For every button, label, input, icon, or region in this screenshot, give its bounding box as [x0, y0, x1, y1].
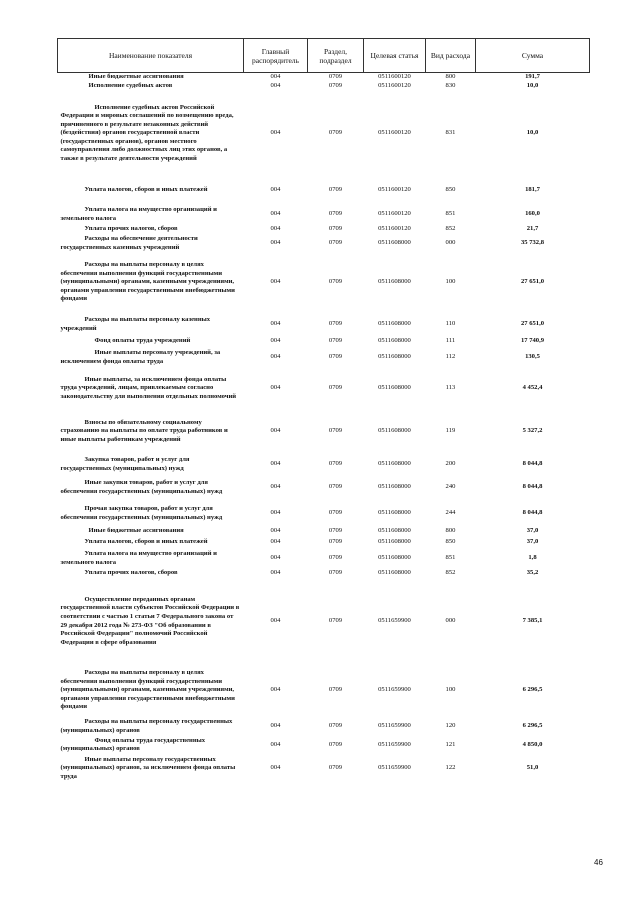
row-sum: 1,8 [528, 554, 537, 562]
row-type: 000 [445, 239, 456, 247]
row-type: 852 [445, 569, 456, 577]
row-name: Расходы на обеспечение деятельности государственных казенных учреждений [60, 235, 198, 251]
row-target: 0511608000 [378, 384, 411, 392]
row-target: 0511600120 [378, 225, 411, 233]
row-type: 000 [445, 617, 456, 625]
row-section: 0709 [328, 278, 343, 286]
row-section: 0709 [328, 617, 343, 625]
table-row [58, 665, 590, 717]
row-target: 0511608000 [378, 278, 411, 286]
row-type: 100 [445, 686, 456, 694]
table-body [58, 73, 590, 784]
row-target: 0511608000 [378, 353, 411, 361]
row-sum: 8 044,8 [522, 460, 543, 468]
row-type: 240 [445, 483, 456, 491]
row-sum: 51,0 [526, 764, 539, 772]
row-section: 0709 [328, 569, 343, 577]
table-row [58, 337, 590, 347]
row-name: Расходы на выплаты персоналу государственных (муниципальных) органов [60, 718, 233, 734]
row-target: 0511659900 [378, 686, 411, 694]
row-sum: 130,5 [525, 353, 540, 361]
row-target: 0511608000 [378, 538, 411, 546]
row-admin: 004 [270, 427, 281, 435]
row-type: 800 [445, 73, 456, 80]
row-target: 0511600120 [378, 81, 411, 89]
row-admin: 004 [270, 686, 281, 694]
row-name: Иные закупки товаров, работ и услуг для обеспечения государственных (муниципальных) нужд [60, 479, 223, 495]
budget-table [57, 38, 590, 784]
row-target: 0511659900 [378, 740, 411, 748]
row-section: 0709 [328, 81, 343, 89]
row-admin: 004 [270, 210, 281, 218]
header-sum: Сумма [476, 39, 590, 73]
row-admin: 004 [270, 73, 281, 80]
table-row [58, 549, 590, 569]
header-name: Наименование показателя [58, 39, 244, 73]
row-type: 122 [445, 764, 456, 772]
row-name: Фонд оплаты труда государственных (муниципальных) органов [60, 736, 206, 753]
row-section: 0709 [328, 239, 343, 247]
row-target: 0511608000 [378, 460, 411, 468]
table-row [58, 253, 590, 313]
row-type: 110 [445, 320, 456, 328]
row-admin: 004 [270, 460, 281, 468]
row-sum: 4 452,4 [522, 384, 543, 392]
row-type: 121 [445, 740, 456, 748]
row-admin: 004 [270, 353, 281, 361]
row-type: 830 [445, 81, 456, 89]
table-row [58, 91, 590, 177]
row-sum: 8 044,8 [522, 509, 543, 517]
row-sum: 35,2 [526, 569, 539, 577]
row-section: 0709 [328, 129, 343, 137]
table-row [58, 579, 590, 665]
row-target: 0511600120 [378, 129, 411, 137]
row-sum: 35 732,8 [520, 239, 545, 247]
row-section: 0709 [328, 73, 343, 80]
row-sum: 10,0 [526, 129, 539, 137]
table-row [58, 225, 590, 235]
row-section: 0709 [328, 686, 343, 694]
row-section: 0709 [328, 538, 343, 546]
row-name: Иные выплаты персоналу государственных (муниципальных) органов, за исключением фонда оплаты труда [60, 755, 236, 781]
row-sum: 6 296,5 [522, 722, 543, 730]
row-sum: 27 651,0 [520, 278, 545, 286]
row-type: 851 [445, 554, 456, 562]
row-admin: 004 [270, 569, 281, 577]
row-admin: 004 [270, 384, 281, 392]
row-type: 852 [445, 225, 456, 233]
row-type: 119 [445, 427, 456, 435]
row-name: Иные бюджетные ассигнования [88, 527, 184, 535]
row-section: 0709 [328, 427, 343, 435]
row-section: 0709 [328, 353, 343, 361]
row-sum: 10,0 [526, 81, 539, 89]
row-admin: 004 [270, 527, 281, 535]
table-row [58, 455, 590, 475]
row-section: 0709 [328, 225, 343, 233]
row-name: Иные выплаты, за исключением фонда оплаты труда учреждений, лицам, привлекаемым согласно законодательству для выполнения отдельных полномочий [60, 375, 237, 400]
row-target: 0511608000 [378, 527, 411, 535]
row-name: Исполнение судебных актов [88, 81, 173, 89]
table-row [58, 313, 590, 337]
row-name: Иные выплаты персоналу учреждений, за исключением фонда оплаты труда [60, 349, 221, 365]
header-section: Раздел, подраздел [308, 39, 364, 73]
row-target: 0511600120 [378, 186, 411, 194]
table-row [58, 475, 590, 501]
row-name: Уплата налога на имущество организаций и земельного налога [60, 206, 217, 222]
row-section: 0709 [328, 337, 343, 345]
row-type: 244 [445, 509, 456, 517]
row-sum: 21,7 [526, 225, 539, 233]
row-sum: 181,7 [525, 186, 540, 194]
row-name: Прочая закупка товаров, работ и услуг для обеспечения государственных (муниципальных) нужд [60, 505, 223, 521]
row-admin: 004 [270, 764, 281, 772]
row-name: Уплата прочих налогов, сборов [84, 569, 178, 577]
row-name: Уплата прочих налогов, сборов [84, 225, 178, 233]
row-admin: 004 [270, 483, 281, 491]
table-row [58, 347, 590, 369]
table-header [58, 39, 590, 73]
row-section: 0709 [328, 722, 343, 730]
row-name: Осуществление переданных органам государственной власти субъектов Российской Федерации в соответствии с частью 1 статьи 7 Федерального закона от 29 декабря 2012 года № 273-ФЗ "Об образовании в Российской Федерации" полномочий Российской Федерации в сфере образования [60, 595, 240, 646]
row-admin: 004 [270, 239, 281, 247]
row-type: 800 [445, 527, 456, 535]
row-section: 0709 [328, 186, 343, 194]
row-name: Фонд оплаты труда учреждений [94, 337, 191, 345]
row-name: Расходы на выплаты персоналу в целях обеспечения выполнения функций государственными (муниципальными) органами, казенными учреждениями, органами управления государственными внебюджетными фондами [60, 261, 235, 303]
row-section: 0709 [328, 210, 343, 218]
row-target: 0511608000 [378, 509, 411, 517]
row-type: 112 [445, 353, 456, 361]
row-name: Закупка товаров, работ и услуг для государственных (муниципальных) нужд [60, 456, 190, 472]
row-type: 200 [445, 460, 456, 468]
row-admin: 004 [270, 278, 281, 286]
row-admin: 004 [270, 538, 281, 546]
table-row [58, 369, 590, 409]
row-target: 0511659900 [378, 617, 411, 625]
row-section: 0709 [328, 764, 343, 772]
row-section: 0709 [328, 527, 343, 535]
table-row [58, 501, 590, 527]
row-name: Уплата налогов, сборов и иных платежей [84, 538, 208, 546]
row-admin: 004 [270, 617, 281, 625]
row-sum: 6 296,5 [522, 686, 543, 694]
row-name: Исполнение судебных актов Российской Федерации и мировых соглашений по возмещению вреда, причиненного в результате незаконных действий (бездействия) органов государственной власти (государственных органов), органов местного самоуправления либо должностных лиц этих органов, а также в результате деятельности учреждений [60, 103, 234, 163]
row-target: 0511659900 [378, 764, 411, 772]
table-row [58, 737, 590, 754]
row-target: 0511600120 [378, 210, 411, 218]
header-row [58, 39, 590, 73]
table-row [58, 537, 590, 549]
row-sum: 191,7 [525, 73, 540, 80]
page-number: 46 [594, 858, 603, 867]
row-target: 0511608000 [378, 554, 411, 562]
row-sum: 17 740,9 [520, 337, 545, 345]
row-section: 0709 [328, 384, 343, 392]
table-row [58, 205, 590, 225]
row-type: 120 [445, 722, 456, 730]
row-admin: 004 [270, 81, 281, 89]
row-section: 0709 [328, 554, 343, 562]
row-sum: 160,0 [525, 210, 540, 218]
row-section: 0709 [328, 483, 343, 491]
row-sum: 5 327,2 [522, 427, 543, 435]
row-name: Расходы на выплаты персоналу казенных учреждений [60, 316, 211, 332]
row-admin: 004 [270, 509, 281, 517]
row-target: 0511600120 [378, 73, 411, 80]
row-target: 0511608000 [378, 320, 411, 328]
row-type: 100 [445, 278, 456, 286]
row-admin: 004 [270, 722, 281, 730]
table-row [58, 82, 590, 91]
row-sum: 7 385,1 [522, 617, 543, 625]
row-section: 0709 [328, 460, 343, 468]
header-target: Целевая статья [364, 39, 426, 73]
row-admin: 004 [270, 320, 281, 328]
row-sum: 4 850,0 [522, 740, 543, 748]
table-row [58, 717, 590, 737]
row-name: Уплата налогов, сборов и иных платежей [84, 186, 208, 194]
table-row [58, 235, 590, 253]
row-admin: 004 [270, 554, 281, 562]
header-admin: Главный распорядитель [244, 39, 308, 73]
row-admin: 004 [270, 337, 281, 345]
row-type: 850 [445, 538, 456, 546]
row-name: Взносы по обязательному социальному страхованию на выплаты по оплате труда работников и иные выплаты работникам учреждений [60, 418, 228, 443]
row-sum: 27 651,0 [520, 320, 545, 328]
row-sum: 37,0 [526, 538, 539, 546]
row-type: 111 [445, 337, 456, 345]
row-admin: 004 [270, 129, 281, 137]
row-admin: 004 [270, 225, 281, 233]
table-row [58, 754, 590, 784]
row-name: Иные бюджетные ассигнования [88, 73, 184, 80]
row-name: Уплата налога на имущество организаций и земельного налога [60, 550, 217, 566]
row-type: 851 [445, 210, 456, 218]
table-row [58, 527, 590, 537]
row-section: 0709 [328, 509, 343, 517]
row-target: 0511608000 [378, 239, 411, 247]
table-row [58, 569, 590, 579]
table-row [58, 409, 590, 455]
row-type: 850 [445, 186, 456, 194]
row-section: 0709 [328, 320, 343, 328]
row-sum: 8 044,8 [522, 483, 543, 491]
row-type: 831 [445, 129, 456, 137]
row-admin: 004 [270, 186, 281, 194]
row-target: 0511659900 [378, 722, 411, 730]
table-row [58, 73, 590, 82]
row-target: 0511608000 [378, 427, 411, 435]
row-target: 0511608000 [378, 569, 411, 577]
header-type: Вид расхода [426, 39, 476, 73]
row-target: 0511608000 [378, 337, 411, 345]
row-admin: 004 [270, 740, 281, 748]
table-row [58, 177, 590, 205]
row-type: 113 [445, 384, 456, 392]
row-section: 0709 [328, 740, 343, 748]
row-sum: 37,0 [526, 527, 539, 535]
row-target: 0511608000 [378, 483, 411, 491]
row-name: Расходы на выплаты персоналу в целях обеспечения выполнения функций государственными (муниципальными) органами, казенными учреждениями, органами управления государственными внебюджетными фондами [60, 669, 235, 711]
